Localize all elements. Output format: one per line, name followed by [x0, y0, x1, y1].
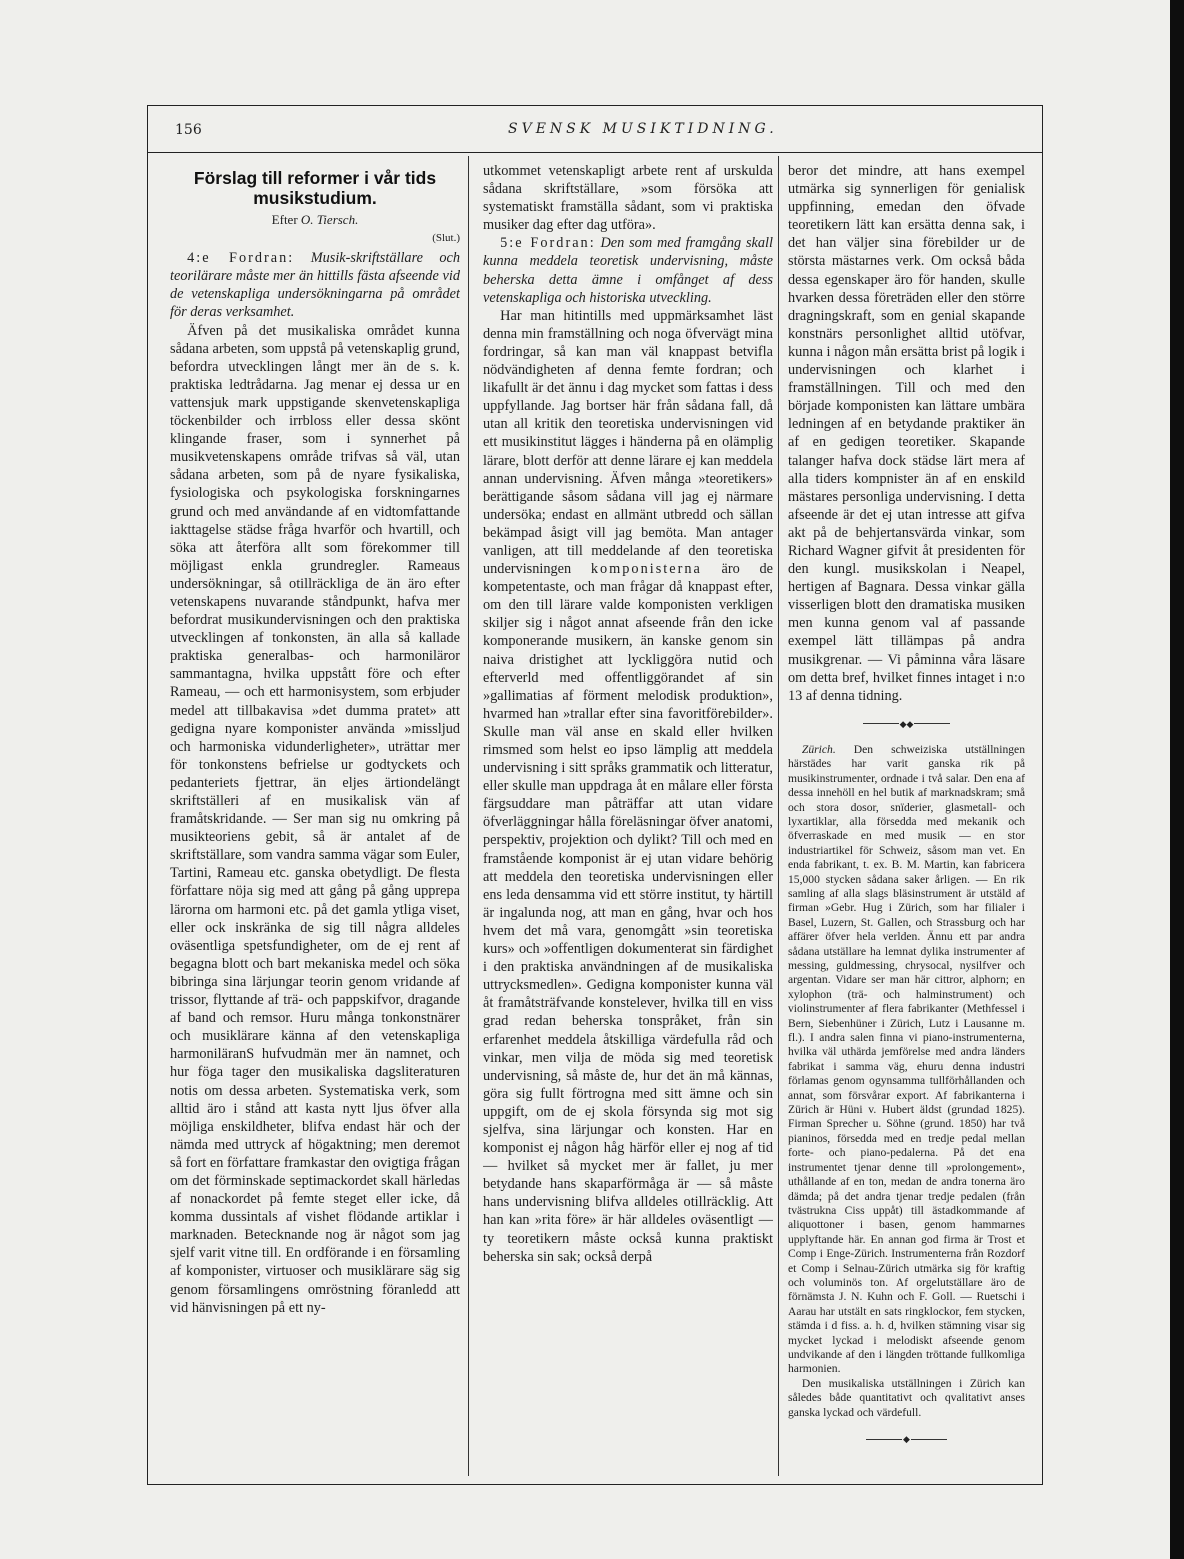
page-number: 156 — [175, 122, 202, 138]
running-header — [148, 106, 1042, 153]
ornament-line — [914, 723, 950, 724]
scan-edge — [1170, 0, 1184, 1559]
paragraph-part: Har man hitintills med uppmärksamhet läst denna min framställning och noga öfvervägt mina fordringar, så kan man väl knappast betvifla nödvändigheten af denna femte fordran; och likafullt är det ännu i dag mycket som fattas i dess uppfyllande. Jag bortser här från sådana fall, då utan all kritik den teoretiska undervisningen vid ett musikinstitut lägges i händerna på en olämplig lärare, blott derför att denne lärare ej kan meddela annan undervisning. Äfven många »teoretikers» berättigande såsom sådana vill jag ej närmare undersöka; endast en allmänt utbredd och sällan bekämpad åsigt vill jag bemöta. Man antager vanligen, att till meddelande af den teoretiska undervisningen — [483, 307, 773, 578]
byline — [170, 211, 460, 229]
ornament-diamond-icon: ◆◆ — [899, 718, 914, 729]
article-paragraph — [483, 307, 773, 1266]
column-left — [170, 166, 460, 1474]
section-ornament — [788, 715, 1025, 733]
requirement-5-label: 5:e Fordran: — [500, 235, 596, 252]
column-divider — [778, 156, 779, 1476]
slut-note: (Slut.) — [432, 232, 460, 245]
byline-prefix: Efter — [271, 212, 298, 227]
ornament-line — [911, 1439, 947, 1440]
page-frame — [147, 105, 1043, 1485]
end-ornament — [788, 1430, 1025, 1448]
requirement-5 — [483, 234, 773, 306]
ornament-line — [866, 1439, 902, 1440]
requirement-4-text: Musik-skriftställare och teorilärare måste mer än hittills fästa afseende vid de vetenskapliga undersökningarna på området för deras verksamhet. — [170, 250, 460, 321]
news-item — [788, 743, 1025, 1377]
emphasis-word: komponisterna — [590, 561, 702, 578]
column-middle — [483, 162, 773, 1474]
paragraph-part: äro de kompetentaste, och man frågar då knappast efter, om den till lärare valde komponisten verkligen skiljer sig i något annat afseende från den icke komponerande musikern, än kanske genom sin naiva dristighet att lyckliggöra nutid och efterverld med offentliggörandet af sin »gallimatias af förment melodisk produktion», hvarmed han »trallar efter sina favoritförebilder». Skulle man väl anse en skald eller hvilken rimsmed som helst eo ipso lämplig att meddela undervisning i sitt språks grammatik och litteratur, eller skulle man uppdraga åt en målare eller första färgsuddare man påträffar att utan vidare öfverläggningar hålla föreläsningar öfver anatomi, perspektiv, projektion och dylikt? Till och med en framstående komponist är ej utan vidare behörig att meddela den teoretiska undervisningen eller ens leda densamma vid ett större institut, ty härtill är ingalunda nog, att man en gång, hvar och hos hvem det må vara, genomgått »sin teoretiska kurs» och »offentligen dokumenterat sin färdighet i den praktiska användningen af de musikaliska uttrycksmedlen». Gedigna komponister kunna väl åt framåtsträfvande konstelever, hvilka till en viss grad redan beherska tonspråket, från sin erfarenhet meddela åtskilliga värdefulla råd och vinkar, men vilja de möda sig med teoretisk undervisning, så måste de, hur det än må kännas, göra sig fullt förtrogna med sitt ämne och sin uppgift, om de ej skola försynda sig mot sig sjelfva, sina lärjungar och konsten. Har en komponist ej någon håg härför eller ej nog af tid — hvilket så mycket mer är fallet, ju mer betydande hans skaparförmåga är — så måste hans undervisning blifva alldeles otillräcklig. Att han kan »rita före» är här alldeles oväsentligt — ty teoretikern måste också kunna praktiskt beherska sin sak; också derpå — [483, 561, 773, 1265]
column-divider — [468, 156, 469, 1476]
article-title: Förslag till reformer i vår tids musikstudium. — [193, 168, 437, 208]
byline-author: O. Tiersch. — [300, 212, 359, 227]
ornament-line — [863, 723, 899, 724]
article-paragraph: beror det mindre, att hans exempel utmärka sig synnerligen för genialisk uppfinning, emedan den öfvade teoretikern lätt kan ersätta denna sak, i det han väljer sina förebilder ur de största mästarnes verk. Om också båda dessa egenskaper äro för handen, skulle hvarken dessa företräden eller den större dragningskraft, som en genial skapande konstnärs personlighet alltid utöfvar, kunna i någon mån ersätta brist på logik i undervisningen och klarhet i framställningen. Till och med den började komponisten kan lättare umbära ledningen af en betydande praktiker än af en gedigen teoretiker. Skapande talanger hafva dock städse lärt mera af alla tiders kompnister än af en enskild mästares personliga undervisning. I detta afseende är det ej utan intresse att gifva akt på de behjertansvärda vinkar, som Richard Wagner gifvit åt presidenten för den kungl. musikskolan i Neapel, hertigen af Bagnara. Dessa vinkar gälla visserligen blott den dramatiska musiken men kunna genom val af passande exempel lätt tillämpas på andra musikgrenar. — Vi påminna våra läsare om detta bref, hvilket finnes intaget i n:o 13 af denna tidning. — [788, 163, 1025, 704]
journal-title: SVENSK MUSIKTIDNING. — [508, 121, 778, 137]
ornament-diamond-icon: ◆ — [903, 1434, 910, 1444]
news-closing: Den musikaliska utställningen i Zürich kan således både quantitativt och qvalitativt anses ganska lyckad och värdefull. — [788, 1376, 1025, 1419]
news-text: Den schweiziska utställningen härstädes har varit ganska rik på musikinstrumenter, ordnade i två salar. Den ena af dessa innehöll en hel butik af marknadskram; små och stora dosor, snïderier, glasmetall- och lyxartiklar, alla försedda med mekanik och öfverraskade en med musik — en stor industriartikel för Schweiz, såsom man vet. En enda fabrikant, t. ex. B. M. Martin, kan fabricera 15,000 stycken sådana saker årligen. — En rik samling af alla slags bläsinstrument är utstäld af firman »Gebr. Hug i Zürich, som har filialer i Basel, Luzern, St. Gallen, och Strassburg och har affärer öfver hela verlden. Ännu ett par andra sådana utställare ha lemnat dylika instrumenter af messing, guldmessing, chrysocal, nysilfver och argentan. Vidare ser man här cittror, alphorn; en xylophon (trä- och halminstrument) och violinstrumenter af flera fabrikanter (Methfessel i Bern, Siebenhüner i Zürich, Lutz i Lausanne m. fl.). I andra salen finna vi piano-instrumenterna, hvilka väl uthärda jemförelse med andra länders fabrikat i samma väg, ehuru denna industri förlamas genom ogynsamma tullförhållanden och annat, som försvårar export. Af fabrikanterna i Zürich är Hüni v. Hubert äldst (grundad 1825). Firman Sprecher u. Söhne (grund. 1850) har två pianinos, försedda med en tredje pedal mellan forte- och piano-pedalerna. På det ena instrumentet tjenar denne till »prolongement», uthållande af en ton, medan de andra tonerna äro dämda; på det andra tjenar tredje pedalen (från tvästrukna Ciss uppåt) till ästadkommande af aliquottoner i basen, genom hammarnes upplyftande här. En annan god firma är Trost et Comp i Enge-Zürich. Instrumenterna från Rozdorf et Comp i Selnau-Zürich utmärka sig för kraftig och voluminös ton. Af orgelutställare äro de förnämsta J. N. Kuhn och F. Goll. — Ruetschi i Aarau har utstält en sats ringklockor, fem stycken, stämda i d fiss. a. h. d, hvilken stämning visar sig mycket lyckad i melodiskt afseende genom undvikande af den i längden tröttande fullkomliga harmonien. — [788, 742, 1025, 1376]
column-right — [788, 162, 1025, 1474]
article-paragraph: utkommet vetenskapligt arbete rent af urskulda sådana skriftställare, »som försöka att systematiskt framställa sådant, som vi praktiska musiker dag efter dag utföra». — [483, 163, 773, 234]
requirement-4-label: 4:e Fordran: — [187, 250, 295, 267]
article-paragraph: Äfven på det musikaliska området kunna sådana arbeten, som uppstå på vetenskaplig grund, befordra utvecklingen långt mer än de s. k. praktiska ledtrådarna. Jag menar ej dessa ur en vattensjuk mark uppstigande skenvetenskapliga töckenbilder och irrbloss eller dessa skönt klingande fraser, som i synnerhet på musikvetenskapens område trifvas så väl, utan sådana arbeten, som på de nyare fysikaliska, fysiologiska och psykologiska forskningarnes grund och med användande af en vidtomfattande iakttagelse städse fråga hvarför och hvartill, och söka att återföra allt som förekommer till möjligast enkla grundregler. Rameaus undersökningar, så otillräckliga de än äro efter vetenskapens nuvarande ståndpunkt, hafva mer befordrat musikundervisningen och den praktiska utvecklingen af tonkonsten, än alla så kallade praktiska generalbas- och harmoniläror sammantagna, hvilka uppstått före och efter Rameau, — och ett harmonisystem, som erbjuder medel att tillbakavisa »det dumma pratet» att gedigna nyare komponister använda »missljud och harmoniska vidunderligheter», uträttar mer för tonkonstens befrielse ur godtyckets och pedanteriets fjettrar, än eljes ärtiondelängt skriftställeri af en musikalisk vän af framåtskridande. — Ser man sig nu omkring på musikteoriens gebit, så är antalet af de skriftställare, som vandra samma vägar som Euler, Tartini, Rameau etc. ganska obetydligt. De flesta författare nöja sig med att gång på gång upprepa lärorna om harmoni etc. på det gamla ytliga viset, eller ock inskränka de sig till några alldeles oväsentliga spetsfundigheter, om de ej rent af begagna blott och bart mekaniska medel och söka bibringa sina lärjungar teorin genom vridande af trissor, flyttande af trä- och pappskifvor, dragande af band och remsor. Huru många tonkonstnärer och musiklärare känna af den vetenskapliga harmoniläranS hufvudmän mer än namnet, och hur föga tager den musikaliska dagsliteraturen notis om dessa arbeten. Systematiska verk, som alltid äro i stånd att kasta nytt ljus öfver alla möjliga enskildheter, blifva endast här och der nämda med uttryck af högaktning; men deremot så fort en författare framkastar den ovigtiga frågan om det förminskade septimackordet skall härledas af nonackordet på femte steget eller icke, då komma dussintals af vishet flödande artiklar i marknaden. Betecknande nog är något som jag sjelf varit vitne till. En ordförande i en församling af komponister, virtuoser och musiklärare säg sig genom församlingens omröstning föranledd att vid hänvisningen på ett ny- — [170, 322, 460, 1316]
requirement-4 — [170, 249, 460, 321]
news-place: Zürich. — [801, 742, 836, 756]
requirement-5-text: Den som med framgång skall kunna meddela teoretisk undervisning, måste beherska detta ämne i omfånget af dess vetenskapliga och historiska utveckling. — [483, 235, 773, 306]
